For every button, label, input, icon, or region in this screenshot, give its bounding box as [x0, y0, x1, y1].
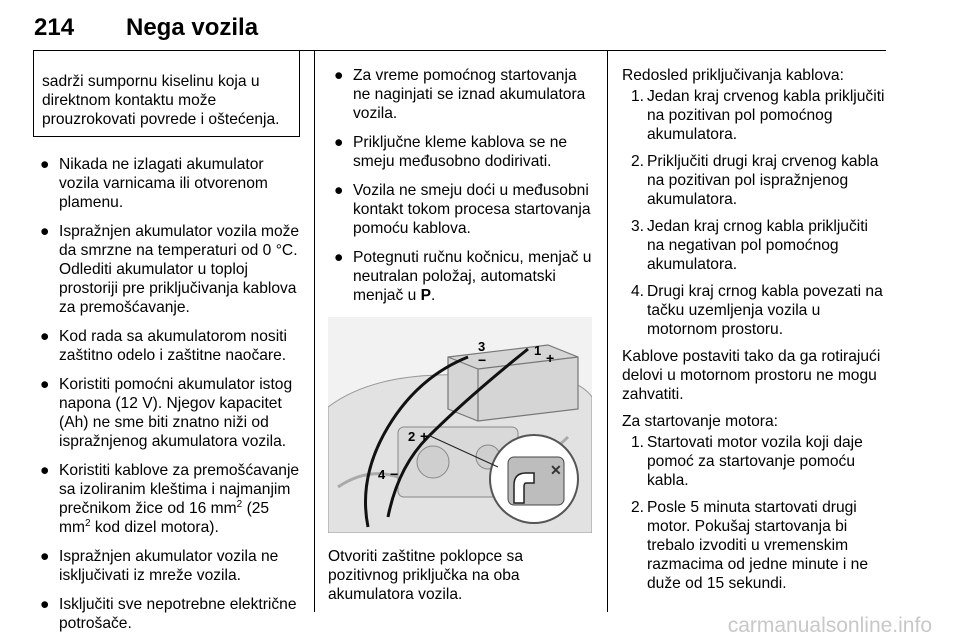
list-item: ● Koristiti kablove za premošćavanje sa izoliranim kleštima i najmanjim prečnikom žice od 16 $mm^2$ (25 $mm^2$ kod dizel motora).: [40, 462, 300, 536]
watermark: carmanualsonline.info: [727, 614, 932, 637]
label-4: 4: [378, 467, 386, 482]
label-1: 1: [534, 343, 542, 358]
bullet-icon: ●: [40, 328, 50, 345]
list-item: 4. Drugi kraj crnog kabla povezati na tačku uzemljenja vozila u motornom prostoru.: [631, 283, 883, 338]
minus-sign: −: [478, 352, 487, 368]
start-heading: Za startovanje motora:: [622, 413, 779, 430]
bullet-icon: ●: [334, 249, 344, 266]
bullet-icon: ●: [334, 67, 344, 84]
column-middle: [328, 66, 594, 612]
bullet-icon: ●: [40, 223, 50, 240]
engine-bay-figure: [328, 317, 592, 533]
bullet-icon: ●: [40, 596, 50, 613]
jump-start-list: [328, 66, 594, 305]
bullet-icon: ●: [40, 376, 50, 393]
list-item: ● Koristiti pomoćni akumulator istog napona (12 V). Njegov kapacitet (Ah) ne sme biti znatno niži od ispražnjenog akumulatora vozila.: [40, 376, 293, 450]
list-item: ● Potegnuti ručnu kočnicu, menjač u neutralan položaj, automatski menjač u P.: [334, 249, 592, 304]
figure-caption: Otvoriti zaštitne poklopce sa pozitivnog priključka na oba akumulatora vozila.: [328, 548, 524, 603]
list-item: ● Ispražnjen akumulator vozila ne isključivati iz mreže vozila.: [40, 548, 279, 584]
bullet-icon: ●: [334, 182, 344, 199]
list-item: 1. Jedan kraj crvenog kabla priključiti na pozitivan pol pomoćnog akumulatora.: [631, 88, 885, 143]
connection-steps: [622, 87, 888, 339]
safety-list: [34, 155, 300, 633]
list-item: 2. Priključiti drugi kraj crvenog kabla na pozitivan pol ispražnjenog akumulatora.: [631, 153, 879, 208]
list-item: 3. Jedan kraj crnog kabla priključiti na negativan pol pomoćnog akumulatora.: [631, 218, 869, 273]
list-item: ● Za vreme pomoćnog startovanja ne naginjati se iznad akumulatora vozila.: [334, 67, 586, 122]
label-2: 2: [408, 429, 416, 444]
warning-box: [33, 50, 300, 137]
column-divider: [314, 50, 315, 612]
cross-mark: ✕: [550, 462, 562, 478]
list-item: ● Kod rada sa akumulatorom nositi zaštitno odelo i zaštitne naočare.: [40, 328, 287, 364]
list-item: ● Isključiti sve nepotrebne električne potrošače.: [40, 596, 297, 632]
page-title: Nega vozila: [126, 14, 259, 41]
list-item: 1. Startovati motor vozila koji daje pomoć za startovanje pomoću kabla.: [631, 434, 863, 489]
minus-sign: −: [390, 466, 399, 482]
warning-text: sadrži sumpornu kiselinu koja u direktnom kontaktu može prouzrokovati povrede i oštećenja.: [42, 73, 280, 128]
cable-routing-note: Kablove postaviti tako da ga rotirajući delovi u motornom prostoru ne mogu zahvatiti.: [622, 348, 881, 403]
connection-order-heading: Redosled priključivanja kablova:: [622, 67, 844, 84]
page-header: [34, 6, 886, 51]
column-left: [34, 50, 300, 643]
bullet-icon: ●: [334, 134, 344, 151]
list-item: 2. Posle 5 minuta startovati drugi motor. Pokušaj startovanja bi trebalo izvoditi u vremenskim razmacima od jedne minute i ne duže od 15 sekundi.: [631, 499, 869, 592]
column-right: [622, 66, 888, 601]
bullet-icon: ●: [40, 462, 50, 479]
label-3: 3: [478, 339, 486, 354]
battery-illustration: [328, 317, 592, 533]
bullet-icon: ●: [40, 548, 50, 565]
list-item: ● Ispražnjen akumulator vozila može da smrzne na temperaturi od 0 °C. Odlediti akumulator u toploj prostoriji pre priključivanja kablova za premošćavanje.: [40, 223, 300, 316]
list-item: ● Vozila ne smeju doći u međusobni kontakt tokom procesa startovanja pomoću kablova.: [334, 182, 591, 237]
start-steps: [622, 433, 888, 593]
page-number: 214: [34, 14, 75, 41]
list-item: ● Priključne kleme kablova se ne smeju međusobno dodirivati.: [334, 134, 568, 170]
list-item: ● Nikada ne izlagati akumulator vozila varnicama ili otvorenom plamenu.: [40, 156, 268, 211]
plus-sign: +: [546, 350, 555, 366]
bullet-icon: ●: [40, 156, 50, 173]
column-divider: [607, 50, 608, 612]
plus-sign: +: [420, 428, 429, 444]
